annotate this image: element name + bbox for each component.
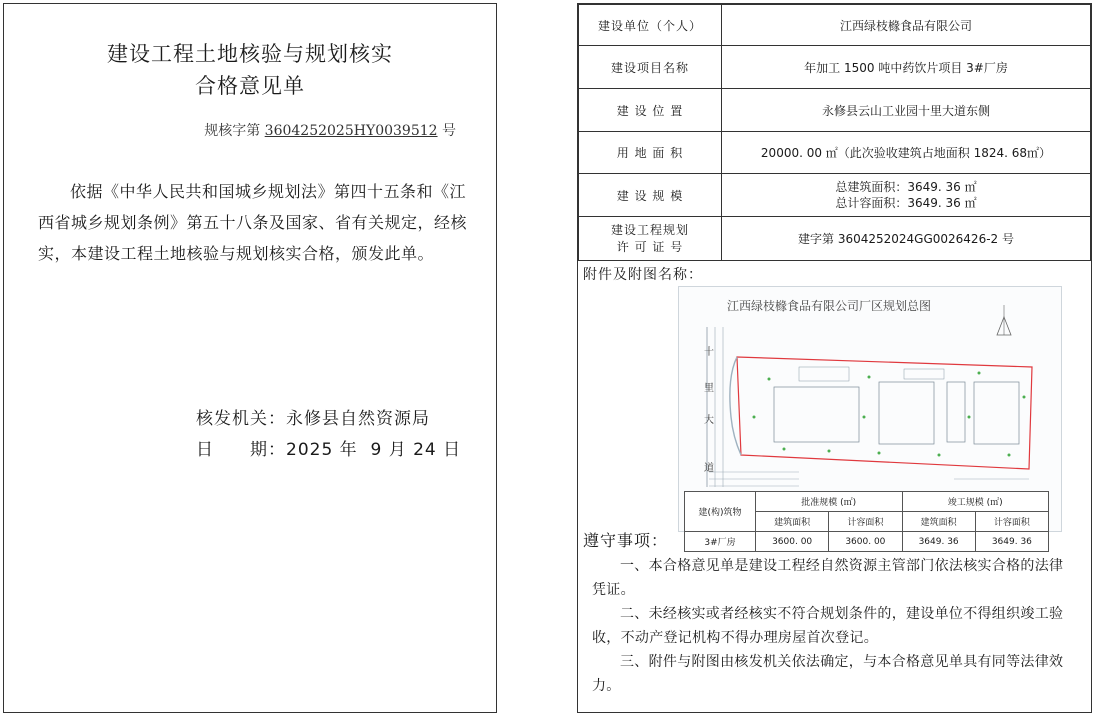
ref-number: 3604252025HY0039512 (264, 123, 438, 139)
info-row (579, 174, 1091, 217)
issue-date (196, 435, 461, 460)
scale-value: 3600. 00 (756, 532, 829, 552)
attachment-label: 附件及附图名称： (583, 267, 703, 283)
info-label: 建设项目名称 (579, 46, 722, 89)
sub-header: 建筑面积 (902, 512, 975, 532)
total-floor-area: 总建筑面积：3649. 36 ㎡ (835, 180, 977, 194)
info-value: 建字第 3604252024GG0026426-2 号 (722, 217, 1091, 261)
issuer-label: 核发机关： (196, 409, 286, 429)
building-outline (904, 369, 944, 379)
info-label: 用 地 面 积 (579, 132, 722, 174)
building-outline (774, 387, 859, 442)
site-plan-title: 江西绿枝橼食品有限公司厂区规划总图 (726, 299, 931, 313)
note-item: 三、附件与附图由核发机关依法确定，与本合格意见单具有同等法律效力。 (592, 654, 1064, 694)
sub-header: 计容面积 (975, 512, 1048, 532)
scale-value: 3600. 00 (829, 532, 902, 552)
info-row (579, 5, 1091, 46)
head-approved: 批准规模 (㎡) (756, 492, 903, 512)
building-outline (879, 382, 934, 444)
issuer-value: 永修县自然资源局 (286, 409, 430, 429)
note-item: 二、未经核实或者经核实不符合规划条件的，建设单位不得组织竣工验收，不动产登记机构不得办理房屋首次登记。 (592, 606, 1064, 646)
head-completed: 竣工规模 (㎡) (902, 492, 1049, 512)
scale-value: 3649. 36 (975, 532, 1048, 552)
info-label: 建 设 位 置 (579, 89, 722, 132)
road-char: 大 (704, 415, 714, 426)
info-label (579, 217, 722, 261)
total-plot-area: 总计容面积：3649. 36 ㎡ (835, 196, 977, 210)
legal-basis-paragraph: 依据《中华人民共和国城乡规划法》第四十五条和《江西省城乡规划条例》第五十八条及国家、省有关规定，经核实，本建设工程土地核验与规划核实合格，颁发此单。 (38, 182, 468, 263)
project-info-table (578, 4, 1091, 261)
info-value (722, 174, 1091, 217)
building-outline (974, 382, 1019, 444)
document-title-line2: 合格意见单 (195, 74, 305, 98)
info-row (579, 89, 1091, 132)
issuing-authority (196, 404, 430, 429)
permit-label-line1: 建设工程规划 (610, 222, 689, 237)
note-item: 一、本合格意见单是建设工程经自然资源主管部门依法核实合格的法律凭证。 (592, 558, 1064, 598)
info-row (579, 132, 1091, 174)
scale-header-row (685, 492, 1049, 512)
building-outline (799, 367, 849, 381)
building-outline (947, 382, 965, 442)
certificate-right-page (577, 3, 1092, 713)
info-value: 20000. 00 ㎡（此次验收建筑占地面积 1824. 68㎡） (722, 132, 1091, 174)
info-row (579, 46, 1091, 89)
info-value: 年加工 1500 吨中药饮片项目 3#厂房 (722, 46, 1091, 89)
ref-prefix: 规核字第 (204, 123, 265, 139)
certificate-left-page (3, 3, 497, 713)
document-title-line1: 建设工程土地核验与规划核实 (107, 42, 393, 66)
road-char: 道 (704, 463, 714, 474)
ref-suffix: 号 (437, 123, 456, 139)
site-boundary (737, 357, 1032, 469)
road-char: 里 (704, 383, 714, 394)
sub-header: 建筑面积 (756, 512, 829, 532)
info-label: 建 设 规 模 (579, 174, 722, 217)
info-value: 永修县云山工业园十里大道东侧 (722, 89, 1091, 132)
info-label: 建设单位（个人） (579, 5, 722, 46)
sub-header: 计容面积 (829, 512, 902, 532)
date-value: 2025 年 9 月 24 日 (286, 440, 462, 460)
scale-data-row (685, 532, 1049, 552)
legend-lines (709, 472, 1029, 486)
col-building: 建(构)筑物 (685, 492, 756, 532)
road-char: 十 (704, 347, 714, 358)
info-row (579, 217, 1091, 261)
permit-label-line2: 许 可 证 号 (616, 239, 684, 254)
notes-title: 遵守事项： (583, 531, 669, 550)
scale-comparison-table (684, 491, 1049, 552)
info-value: 江西绿枝橼食品有限公司 (722, 5, 1091, 46)
building-name: 3#厂房 (685, 532, 756, 552)
reference-number (204, 120, 456, 140)
scale-value: 3649. 36 (902, 532, 975, 552)
date-label: 日 期： (196, 440, 286, 460)
